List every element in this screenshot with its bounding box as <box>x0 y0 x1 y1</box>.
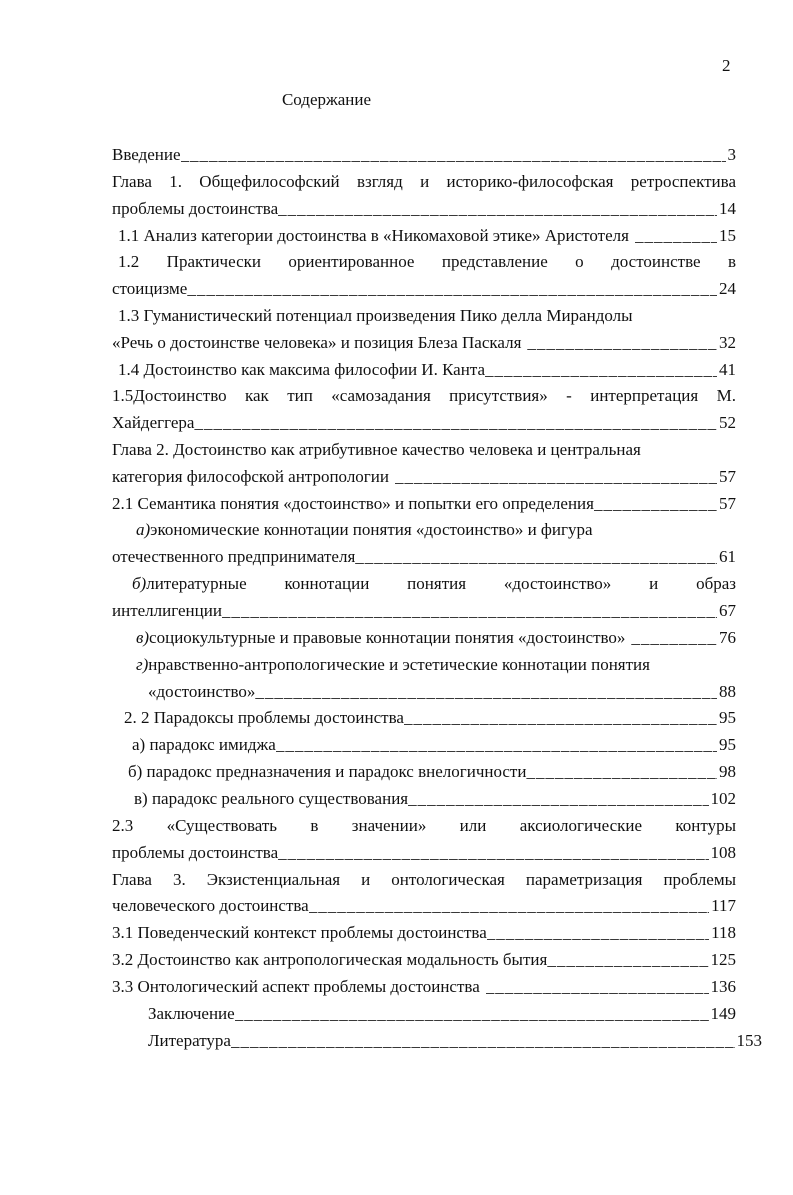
toc-entry <box>112 868 736 892</box>
toc-entry <box>128 760 736 784</box>
toc-entry <box>112 411 736 435</box>
toc-entry <box>132 572 736 596</box>
toc-entry-title: 1.2 Практически ориентированное представление о достоинстве в <box>118 252 736 271</box>
dotted-leader <box>547 948 708 972</box>
toc-page-number: 3 <box>727 145 736 164</box>
toc-entry <box>112 545 736 569</box>
toc-entry-title: категория философской антропологии <box>112 467 389 486</box>
toc-entry-title: экономические коннотации понятия «достоинство» и фигура <box>150 520 593 539</box>
toc-entry <box>112 894 736 918</box>
toc-page-number: 118 <box>711 923 736 942</box>
toc-entry-title: 3.1 Поведенческий контекст проблемы достоинства <box>112 923 487 942</box>
dotted-leader <box>181 143 726 167</box>
dotted-leader <box>255 680 717 704</box>
toc-page-number: 67 <box>719 601 736 620</box>
toc-page-number: 15 <box>719 226 736 245</box>
dotted-leader <box>635 224 717 248</box>
toc-entry <box>136 626 736 650</box>
toc-entry <box>112 384 736 408</box>
toc-entry <box>112 814 736 838</box>
toc-entry <box>124 706 736 730</box>
toc-entry <box>136 653 736 677</box>
toc-entry-title: а) парадокс имиджа <box>132 735 276 754</box>
toc-entry <box>134 787 736 811</box>
dotted-leader <box>526 760 717 784</box>
dotted-leader <box>485 358 717 382</box>
toc-entry <box>118 250 736 274</box>
toc-entry-title: 3.2 Достоинство как антропологическая модальность бытия <box>112 950 548 969</box>
dotted-leader <box>355 545 717 569</box>
toc-entry-title: Хайдеггера <box>112 413 195 432</box>
toc-entry-title: б) парадокс предназначения и парадокс внелогичности <box>128 762 527 781</box>
dotted-leader <box>194 411 717 435</box>
toc-entry <box>112 975 736 999</box>
dotted-leader <box>594 492 717 516</box>
toc-page-number: 52 <box>719 413 736 432</box>
toc-entry <box>136 518 736 542</box>
toc-item-letter: а) <box>136 520 151 539</box>
toc-entry-title: нравственно-антропологические и эстетические коннотации понятия <box>148 655 650 674</box>
toc-entry-title: 1.1 Анализ категории достоинства в «Никомаховой этике» Аристотеля <box>118 226 629 245</box>
toc-entry-title: 1.3 Гуманистический потенциал произведения Пико делла Мирандолы <box>118 306 633 325</box>
toc-entry <box>112 948 736 972</box>
toc-entry-title: литературные коннотации понятия «достоинство» и образ <box>146 574 736 593</box>
toc-entry-title: проблемы достоинства <box>112 843 279 862</box>
toc-entry-title: Глава 1. Общефилософский взгляд и историко-философская ретроспектива <box>112 172 736 191</box>
toc-entry-title: 1.5Достоинство как тип «самозадания присутствия» - интерпретация М. <box>112 386 736 405</box>
toc-entry <box>148 1002 736 1026</box>
toc-item-letter: г) <box>136 655 149 674</box>
toc-page-number: 102 <box>710 789 736 808</box>
dotted-leader <box>309 894 709 918</box>
toc-entry <box>112 438 736 462</box>
toc-page-number: 117 <box>711 896 736 915</box>
toc-entry-title: 2.3 «Существовать в значении» или аксиологические контуры <box>112 816 736 835</box>
toc-entry-title: Введение <box>112 145 181 164</box>
toc-page-number: 95 <box>719 735 736 754</box>
toc-entry <box>148 1029 762 1053</box>
toc-page-number: 76 <box>719 628 736 647</box>
toc-page-number: 61 <box>719 547 736 566</box>
dotted-leader <box>187 277 717 301</box>
toc-entry <box>112 465 736 489</box>
toc-entry-title: проблемы достоинства <box>112 199 279 218</box>
toc-entry-title: отечественного предпринимателя <box>112 547 356 566</box>
toc-entry <box>112 331 736 355</box>
toc-entry-title: интеллигенции <box>112 601 222 620</box>
toc-entry-title: 3.3 Онтологический аспект проблемы достоинства <box>112 977 480 996</box>
toc-page-number: 149 <box>710 1004 736 1023</box>
toc-entry-title: человеческого достоинства <box>112 896 309 915</box>
toc-entry <box>112 143 736 167</box>
dotted-leader <box>487 921 709 945</box>
toc-entry-title: Литература <box>148 1031 231 1050</box>
toc-item-letter: б) <box>132 574 147 593</box>
dotted-leader <box>231 1029 735 1053</box>
toc-entry <box>112 170 736 194</box>
toc-entry-title: «достоинство» <box>148 682 256 701</box>
toc-page-number: 57 <box>719 494 736 513</box>
toc-entry <box>112 277 736 301</box>
toc-page-number: 24 <box>719 279 736 298</box>
toc-entry-title: Глава 3. Экзистенциальная и онтологическая параметризация проблемы <box>112 870 736 889</box>
toc-entry <box>118 304 736 328</box>
dotted-leader <box>235 1002 709 1026</box>
dotted-leader <box>408 787 708 811</box>
toc-entry-title: 1.4 Достоинство как максима философии И. Канта <box>118 360 486 379</box>
toc-page-number: 98 <box>719 762 736 781</box>
toc-page-number: 153 <box>736 1031 762 1050</box>
toc-entry <box>118 224 736 248</box>
page-number: 2 <box>722 56 731 75</box>
toc-page-number: 125 <box>710 950 736 969</box>
toc-entry <box>112 492 736 516</box>
toc-page-number: 108 <box>710 843 736 862</box>
toc-page-number: 57 <box>719 467 736 486</box>
dotted-leader <box>276 733 717 757</box>
toc-entry-title: в) парадокс реального существования <box>134 789 409 808</box>
toc-entry <box>148 680 736 704</box>
dotted-leader <box>395 465 717 489</box>
toc-entry-title: стоицизме <box>112 279 188 298</box>
dotted-leader <box>527 331 717 355</box>
dotted-leader <box>278 197 717 221</box>
toc-entry-title: «Речь о достоинстве человека» и позиция Блеза Паскаля <box>112 333 522 352</box>
toc-entry <box>118 358 736 382</box>
toc-page-number: 41 <box>719 360 736 379</box>
toc-page-number: 14 <box>719 199 736 218</box>
dotted-leader <box>486 975 709 999</box>
toc-entry <box>132 733 736 757</box>
toc-entry-title: Глава 2. Достоинство как атрибутивное качество человека и центральная <box>112 440 641 459</box>
dotted-leader <box>404 706 717 730</box>
toc-entry-title: Заключение <box>148 1004 235 1023</box>
toc-entry <box>112 197 736 221</box>
dotted-leader <box>222 599 717 623</box>
toc-page-number: 88 <box>719 682 736 701</box>
toc-item-letter: в) <box>136 628 150 647</box>
page-title: Содержание <box>281 90 372 109</box>
toc-page-number: 136 <box>710 977 736 996</box>
toc-page-number: 95 <box>719 708 736 727</box>
toc-page-number: 32 <box>719 333 736 352</box>
toc-entry-title: 2. 2 Парадоксы проблемы достоинства <box>124 708 404 727</box>
toc-entry-title: 2.1 Семантика понятия «достоинство» и попытки его определения <box>112 494 594 513</box>
dotted-leader <box>278 841 708 865</box>
dotted-leader <box>631 626 717 650</box>
toc-entry <box>112 599 736 623</box>
toc-entry <box>112 841 736 865</box>
toc-entry <box>112 921 736 945</box>
toc-entry-title: социокультурные и правовые коннотации понятия «достоинство» <box>149 628 626 647</box>
